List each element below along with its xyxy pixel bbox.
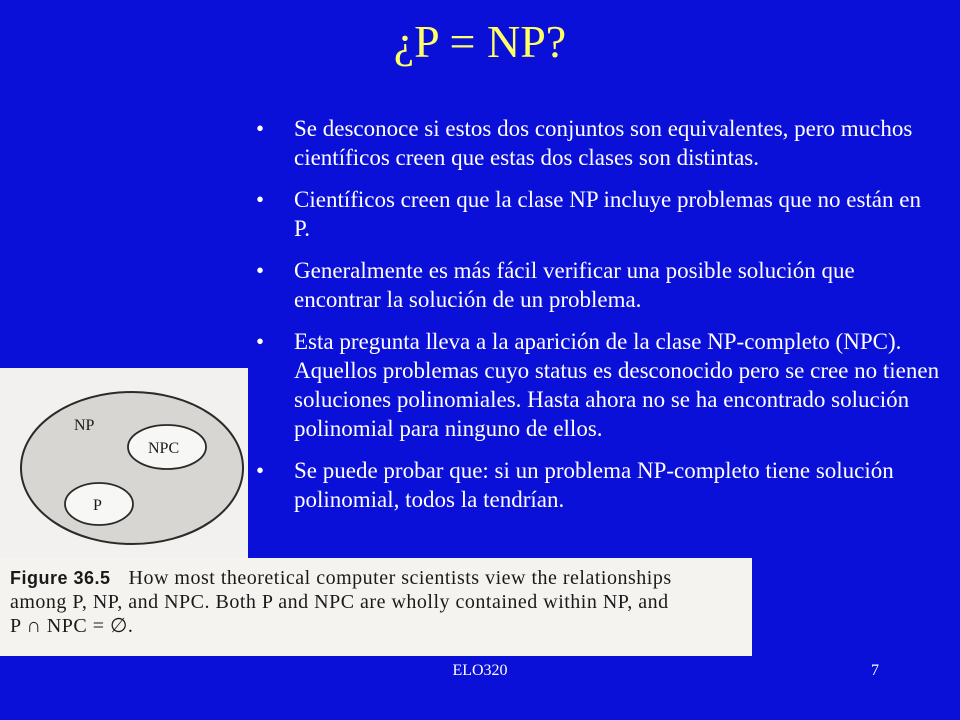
bullet-icon: • [256, 329, 265, 354]
bullet-item [252, 327, 942, 443]
caption-line: among P, NP, and NPC. Both P and NPC are wholly contained within NP, and [10, 591, 669, 613]
caption-line: P ∩ NPC = ∅. [10, 615, 134, 637]
caption-line [10, 566, 742, 590]
figure-caption [0, 558, 752, 656]
footer-page-number: 7 [871, 662, 879, 679]
bullet-item [252, 185, 942, 243]
bullet-text: Generalmente es más fácil verificar una posible solución que encontrar la solución de un problema. [294, 258, 855, 312]
bullet-icon: • [256, 458, 265, 483]
bullet-icon: • [256, 187, 265, 212]
npc-label: NPC [148, 440, 180, 457]
venn-diagram-figure [0, 368, 248, 558]
bullet-item [252, 456, 942, 514]
np-label: NP [74, 417, 95, 434]
p-label: P [93, 497, 102, 514]
bullet-icon: • [256, 116, 265, 141]
slide-title: ¿P = NP? [393, 16, 567, 67]
bullet-item [252, 114, 942, 172]
bullet-list [252, 114, 942, 527]
bullet-text: Se puede probar que: si un problema NP-completo tiene solución polinomial, todos la tendrían. [294, 458, 894, 512]
bullet-text: Se desconoce si estos dos conjuntos son equivalentes, pero muchos científicos creen que estas dos clases son distintas. [294, 116, 913, 170]
venn-diagram [0, 368, 248, 558]
bullet-icon: • [256, 258, 265, 283]
bullet-item [252, 256, 942, 314]
footer-course: ELO320 [452, 662, 508, 679]
bullet-text: Científicos creen que la clase NP incluye problemas que no están en P. [294, 187, 921, 241]
caption-text: How most theoretical computer scientists view the relationships [128, 567, 672, 589]
caption-figure-label: Figure 36.5 [10, 568, 111, 588]
np-set-ellipse [21, 392, 243, 544]
bullet-text: Esta pregunta lleva a la aparición de la clase NP-completo (NPC). Aquellos problemas cuyo status es desconocido pero se cree no tienen soluciones polinomiales. Hasta ahora no se ha encontrado solución polinomial para ninguno de ellos. [294, 329, 940, 441]
